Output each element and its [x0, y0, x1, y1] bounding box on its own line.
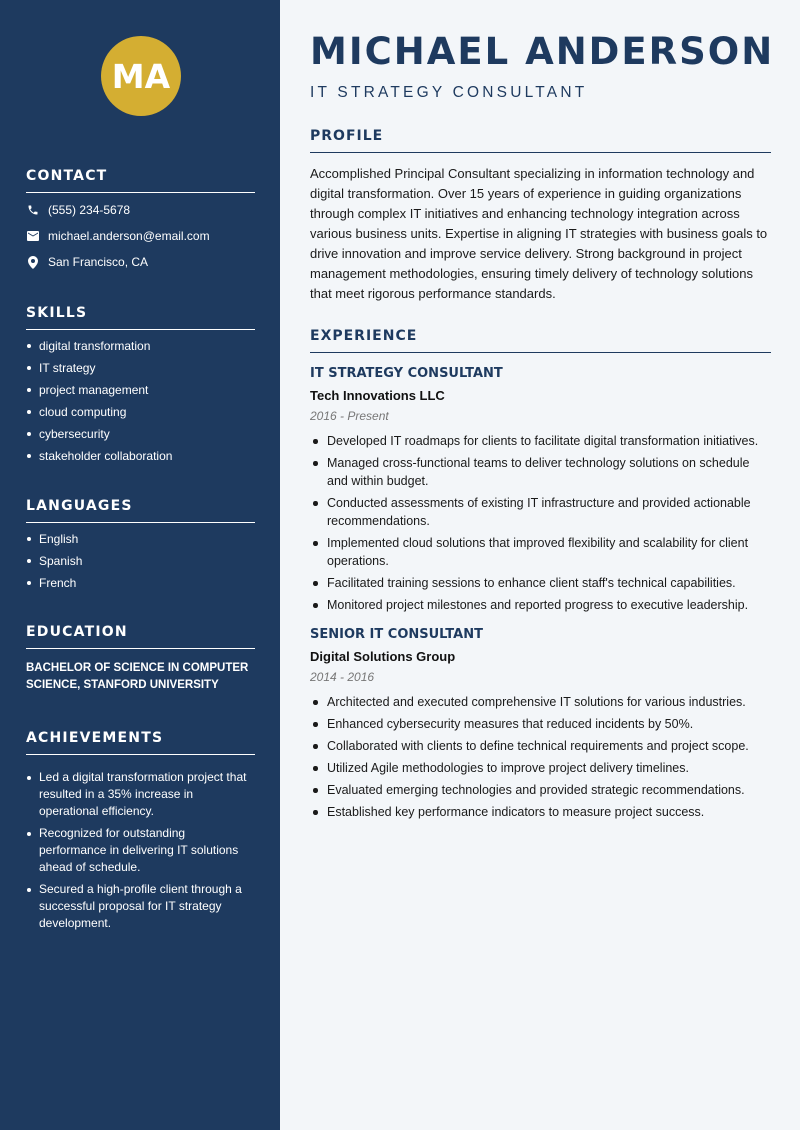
skill-item: cloud computing	[26, 404, 255, 420]
email-text: michael.anderson@email.com	[48, 229, 210, 243]
job-company: Digital Solutions Group	[310, 649, 456, 664]
achievements-heading: ACHIEVEMENTS	[26, 730, 255, 755]
contact-phone	[26, 201, 255, 219]
sidebar	[0, 0, 280, 1130]
job-dates: 2016 - Present	[310, 409, 389, 423]
job-role: SENIOR IT CONSULTANT	[310, 627, 483, 642]
skill-item: project management	[26, 382, 255, 398]
profile-section	[310, 128, 771, 304]
languages-heading: LANGUAGES	[26, 498, 255, 523]
job-bullet: Evaluated emerging technologies and provided strategic recommendations.	[310, 781, 771, 799]
skills-section	[26, 305, 255, 470]
job-entry	[310, 366, 771, 614]
job-company: Tech Innovations LLC	[310, 388, 445, 403]
profile-heading: PROFILE	[310, 128, 771, 153]
job-role: IT STRATEGY CONSULTANT	[310, 366, 503, 381]
email-icon	[26, 229, 40, 243]
skills-heading: SKILLS	[26, 305, 255, 330]
contact-location	[26, 253, 255, 271]
phone-text: (555) 234-5678	[48, 203, 131, 217]
phone-icon	[26, 203, 40, 217]
achievement-item: Secured a high-profile client through a successful proposal for IT strategy development.	[26, 881, 255, 932]
candidate-title: IT STRATEGY CONSULTANT	[310, 84, 588, 101]
language-item: English	[26, 531, 255, 547]
job-bullet: Utilized Agile methodologies to improve project delivery timelines.	[310, 759, 771, 777]
achievements-list	[26, 769, 255, 932]
skill-item: stakeholder collaboration	[26, 448, 255, 464]
achievement-item: Led a digital transformation project that resulted in a 35% increase in operational efficiency.	[26, 769, 255, 820]
education-heading: EDUCATION	[26, 624, 255, 649]
job-entry	[310, 627, 771, 821]
location-text: San Francisco, CA	[48, 255, 149, 269]
job-bullets	[310, 693, 771, 821]
languages-section	[26, 498, 255, 597]
job-dates: 2014 - 2016	[310, 670, 375, 684]
skills-list	[26, 338, 255, 464]
language-item: Spanish	[26, 553, 255, 569]
experience-section	[310, 328, 771, 825]
location-pin-icon	[26, 255, 40, 269]
languages-list	[26, 531, 255, 591]
job-bullet: Architected and executed comprehensive IT solutions for various industries.	[310, 693, 771, 711]
profile-text: Accomplished Principal Consultant specializing in information technology and digital transformation. Over 15 years of experience in guiding organizations through complex IT initiatives and enhancing technology integration across various business units. Expertise in aligning IT strategies with business goals to drive innovation and improve service delivery. Strong background in project management methodologies, ensuring timely delivery of technology solutions that meet rigorous performance standards.	[310, 166, 768, 301]
job-bullet: Developed IT roadmaps for clients to facilitate digital transformation initiatives.	[310, 432, 771, 450]
job-bullet: Established key performance indicators to measure project success.	[310, 803, 771, 821]
contact-section	[26, 168, 255, 271]
job-bullet: Enhanced cybersecurity measures that reduced incidents by 50%.	[310, 715, 771, 733]
skill-item: digital transformation	[26, 338, 255, 354]
job-bullet: Facilitated training sessions to enhance client staff's technical capabilities.	[310, 574, 771, 592]
achievement-item: Recognized for outstanding performance in delivering IT solutions ahead of schedule.	[26, 825, 255, 876]
skill-item: cybersecurity	[26, 426, 255, 442]
candidate-name: MICHAEL ANDERSON	[310, 30, 775, 73]
experience-heading: EXPERIENCE	[310, 328, 771, 353]
job-bullet: Managed cross-functional teams to deliver technology solutions on schedule and within budget.	[310, 454, 771, 490]
skill-item: IT strategy	[26, 360, 255, 376]
education-degree: BACHELOR OF SCIENCE IN COMPUTER SCIENCE, STANFORD UNIVERSITY	[26, 662, 249, 691]
job-bullets	[310, 432, 771, 614]
achievements-section	[26, 730, 255, 937]
job-bullet: Collaborated with clients to define technical requirements and project scope.	[310, 737, 771, 755]
avatar: MA	[101, 36, 181, 116]
contact-heading: CONTACT	[26, 168, 255, 193]
language-item: French	[26, 575, 255, 591]
job-bullet: Implemented cloud solutions that improved flexibility and scalability for client operations.	[310, 534, 771, 570]
contact-email	[26, 227, 255, 245]
job-bullet: Conducted assessments of existing IT infrastructure and provided actionable recommendations.	[310, 494, 771, 530]
education-section	[26, 624, 255, 694]
experience-jobs	[310, 366, 771, 821]
job-bullet: Monitored project milestones and reported progress to executive leadership.	[310, 596, 771, 614]
